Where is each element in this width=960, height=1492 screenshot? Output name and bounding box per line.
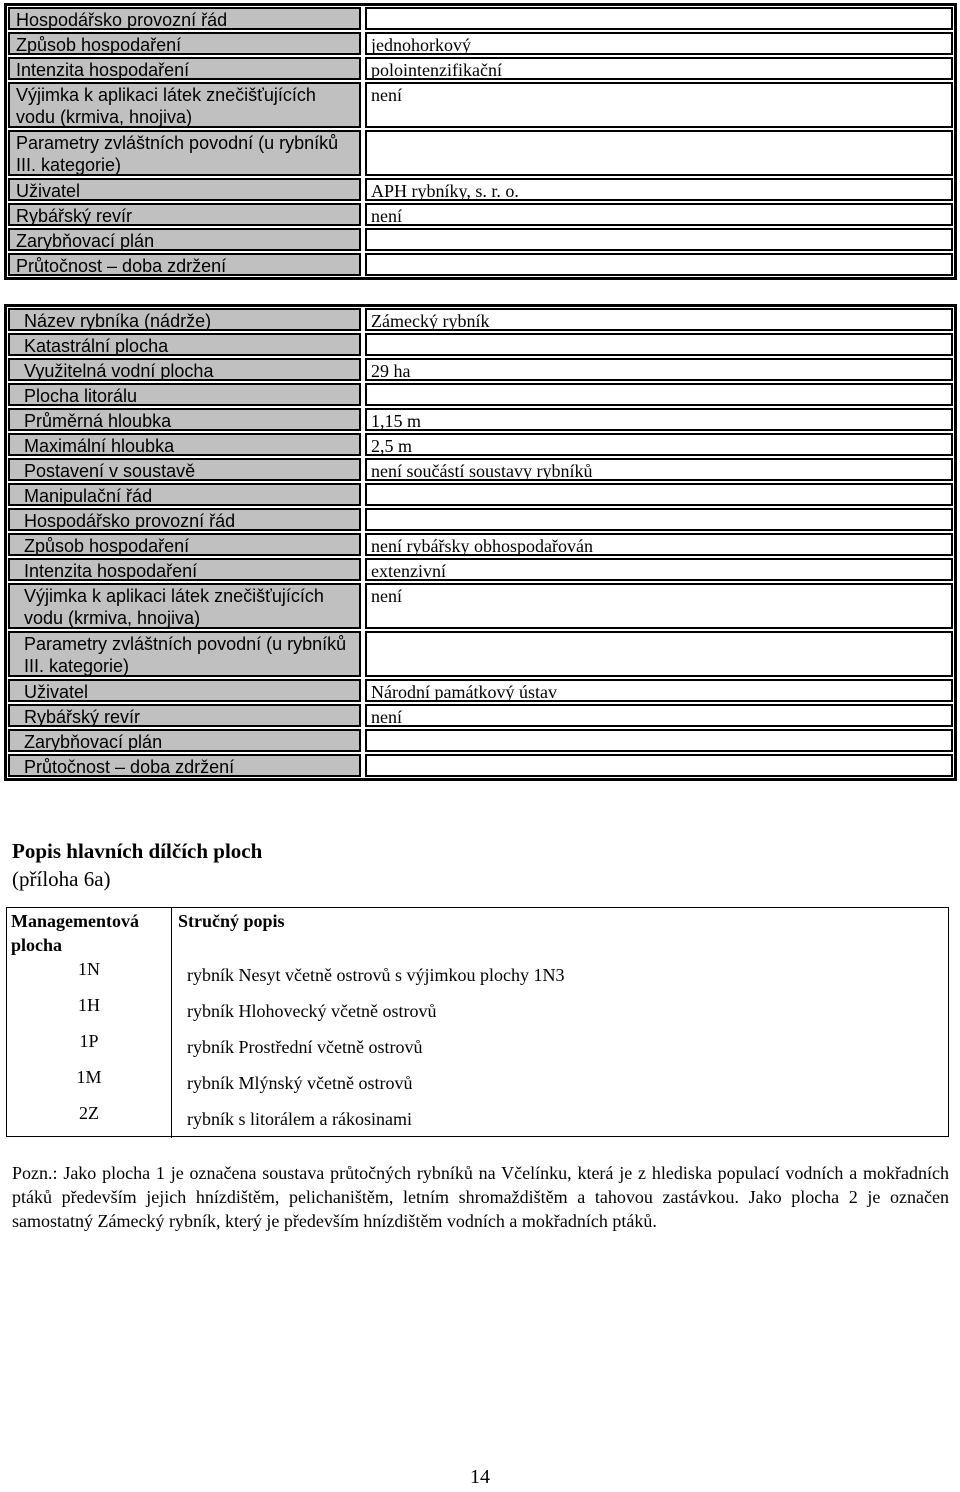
area-description: rybník Mlýnský včetně ostrovů [187, 1073, 413, 1093]
row-label: Průměrná hloubka [8, 408, 361, 431]
row-value: není [365, 583, 953, 629]
table-header [7, 908, 948, 956]
pond-table-b [4, 304, 957, 781]
table-row [7, 956, 948, 992]
row-label: Způsob hospodaření [8, 533, 361, 556]
table-row [7, 129, 954, 177]
table-row [7, 753, 954, 778]
table-row [7, 31, 954, 56]
table-row [7, 252, 954, 277]
table-row [7, 6, 954, 31]
row-value: Národní památkový ústav [365, 679, 953, 702]
table-row [7, 357, 954, 382]
row-value: není rybářsky obhospodařován [365, 533, 953, 556]
table-row [7, 992, 948, 1028]
area-code: 1H [7, 992, 172, 1028]
row-label: Katastrální plocha [8, 333, 361, 356]
row-label: Způsob hospodaření [8, 32, 361, 55]
row-value: jednohorkový [365, 32, 953, 55]
row-label: Intenzita hospodaření [8, 57, 361, 80]
row-label: Plocha litorálu [8, 383, 361, 406]
table-row [7, 1100, 948, 1138]
row-label: Manipulační řád [8, 483, 361, 506]
row-label: Průtočnost – doba zdržení [8, 754, 361, 777]
table-row [7, 678, 954, 703]
area-code: 1P [7, 1028, 172, 1064]
table-row [7, 482, 954, 507]
area-description: rybník Hlohovecký včetně ostrovů [187, 1001, 437, 1021]
table-row [7, 1028, 948, 1064]
row-label: Hospodářsko provozní řád [8, 7, 361, 30]
row-label: Název rybníka (nádrže) [8, 308, 361, 331]
note-paragraph: Pozn.: Jako plocha 1 je označena soustava průtočných rybníků na Včelínku, která je z hlediska populací vodních a mokřadních ptáků především jejich hnízdištěm, pelichaništěm, letním shromaždištěm a tahovou zastávkou. Jako plocha 2 je označen samostatný Zámecký rybník, který je především hnízdištěm vodních a mokřadních ptáků. [12, 1163, 949, 1231]
table-row [7, 382, 954, 407]
table-row [7, 332, 954, 357]
management-table [6, 907, 949, 1137]
row-value [365, 333, 953, 356]
table-row [7, 81, 954, 129]
row-label: Hospodářsko provozní řád [8, 508, 361, 531]
table-row [7, 582, 954, 630]
table-row [7, 432, 954, 457]
header-area: Managementová plocha [7, 908, 172, 956]
area-description: rybník Prostřední včetně ostrovů [187, 1037, 423, 1057]
table-row [7, 56, 954, 81]
row-label: Zarybňovací plán [8, 228, 361, 251]
row-value [365, 631, 953, 677]
section-title: Popis hlavních dílčích ploch [12, 839, 263, 863]
row-label: Uživatel [8, 679, 361, 702]
row-label: Parametry zvláštních povodní (u rybníků III. kategorie) [8, 631, 361, 677]
row-value [365, 754, 953, 777]
row-value: 1,15 m [365, 408, 953, 431]
pond-table-a [4, 3, 957, 280]
row-value: extenzivní [365, 558, 953, 581]
row-value: 29 ha [365, 358, 953, 381]
row-value: Zámecký rybník [365, 308, 953, 331]
row-value: není součástí soustavy rybníků [365, 458, 953, 481]
row-value [365, 228, 953, 251]
row-label: Rybářský revír [8, 704, 361, 727]
row-label: Intenzita hospodaření [8, 558, 361, 581]
area-code: 2Z [7, 1100, 172, 1138]
table-row [7, 728, 954, 753]
section-subtitle: (příloha 6a) [12, 867, 111, 891]
table-row [7, 457, 954, 482]
area-description: rybník s litorálem a rákosinami [187, 1109, 412, 1129]
row-label: Zarybňovací plán [8, 729, 361, 752]
table-row [7, 557, 954, 582]
row-label: Uživatel [8, 178, 361, 201]
row-value: 2,5 m [365, 433, 953, 456]
table-row [7, 703, 954, 728]
row-value: polointenzifikační [365, 57, 953, 80]
row-value [365, 130, 953, 176]
row-label: Průtočnost – doba zdržení [8, 253, 361, 276]
row-value: není [365, 82, 953, 128]
row-label: Výjimka k aplikaci látek znečišťujících vodu (krmiva, hnojiva) [8, 583, 361, 629]
row-label: Využitelná vodní plocha [8, 358, 361, 381]
table-row [7, 630, 954, 678]
table-row [7, 532, 954, 557]
header-description: Stručný popis [178, 911, 285, 931]
row-value [365, 729, 953, 752]
row-label: Postavení v soustavě [8, 458, 361, 481]
table-row [7, 507, 954, 532]
row-value [365, 483, 953, 506]
row-value [365, 508, 953, 531]
row-value [365, 7, 953, 30]
page-number: 14 [470, 1466, 490, 1488]
table-row [7, 307, 954, 332]
row-label: Rybářský revír [8, 203, 361, 226]
table-row [7, 202, 954, 227]
row-value: není [365, 203, 953, 226]
row-label: Výjimka k aplikaci látek znečišťujících vodu (krmiva, hnojiva) [8, 82, 361, 128]
table-row [7, 177, 954, 202]
area-description: rybník Nesyt včetně ostrovů s výjimkou plochy 1N3 [187, 965, 565, 985]
row-value: není [365, 704, 953, 727]
row-value [365, 383, 953, 406]
row-label: Maximální hloubka [8, 433, 361, 456]
area-code: 1M [7, 1064, 172, 1100]
area-code: 1N [7, 956, 172, 992]
table-row [7, 1064, 948, 1100]
row-label: Parametry zvláštních povodní (u rybníků III. kategorie) [8, 130, 361, 176]
row-value [365, 253, 953, 276]
row-value: APH rybníky, s. r. o. [365, 178, 953, 201]
table-row [7, 227, 954, 252]
table-row [7, 407, 954, 432]
